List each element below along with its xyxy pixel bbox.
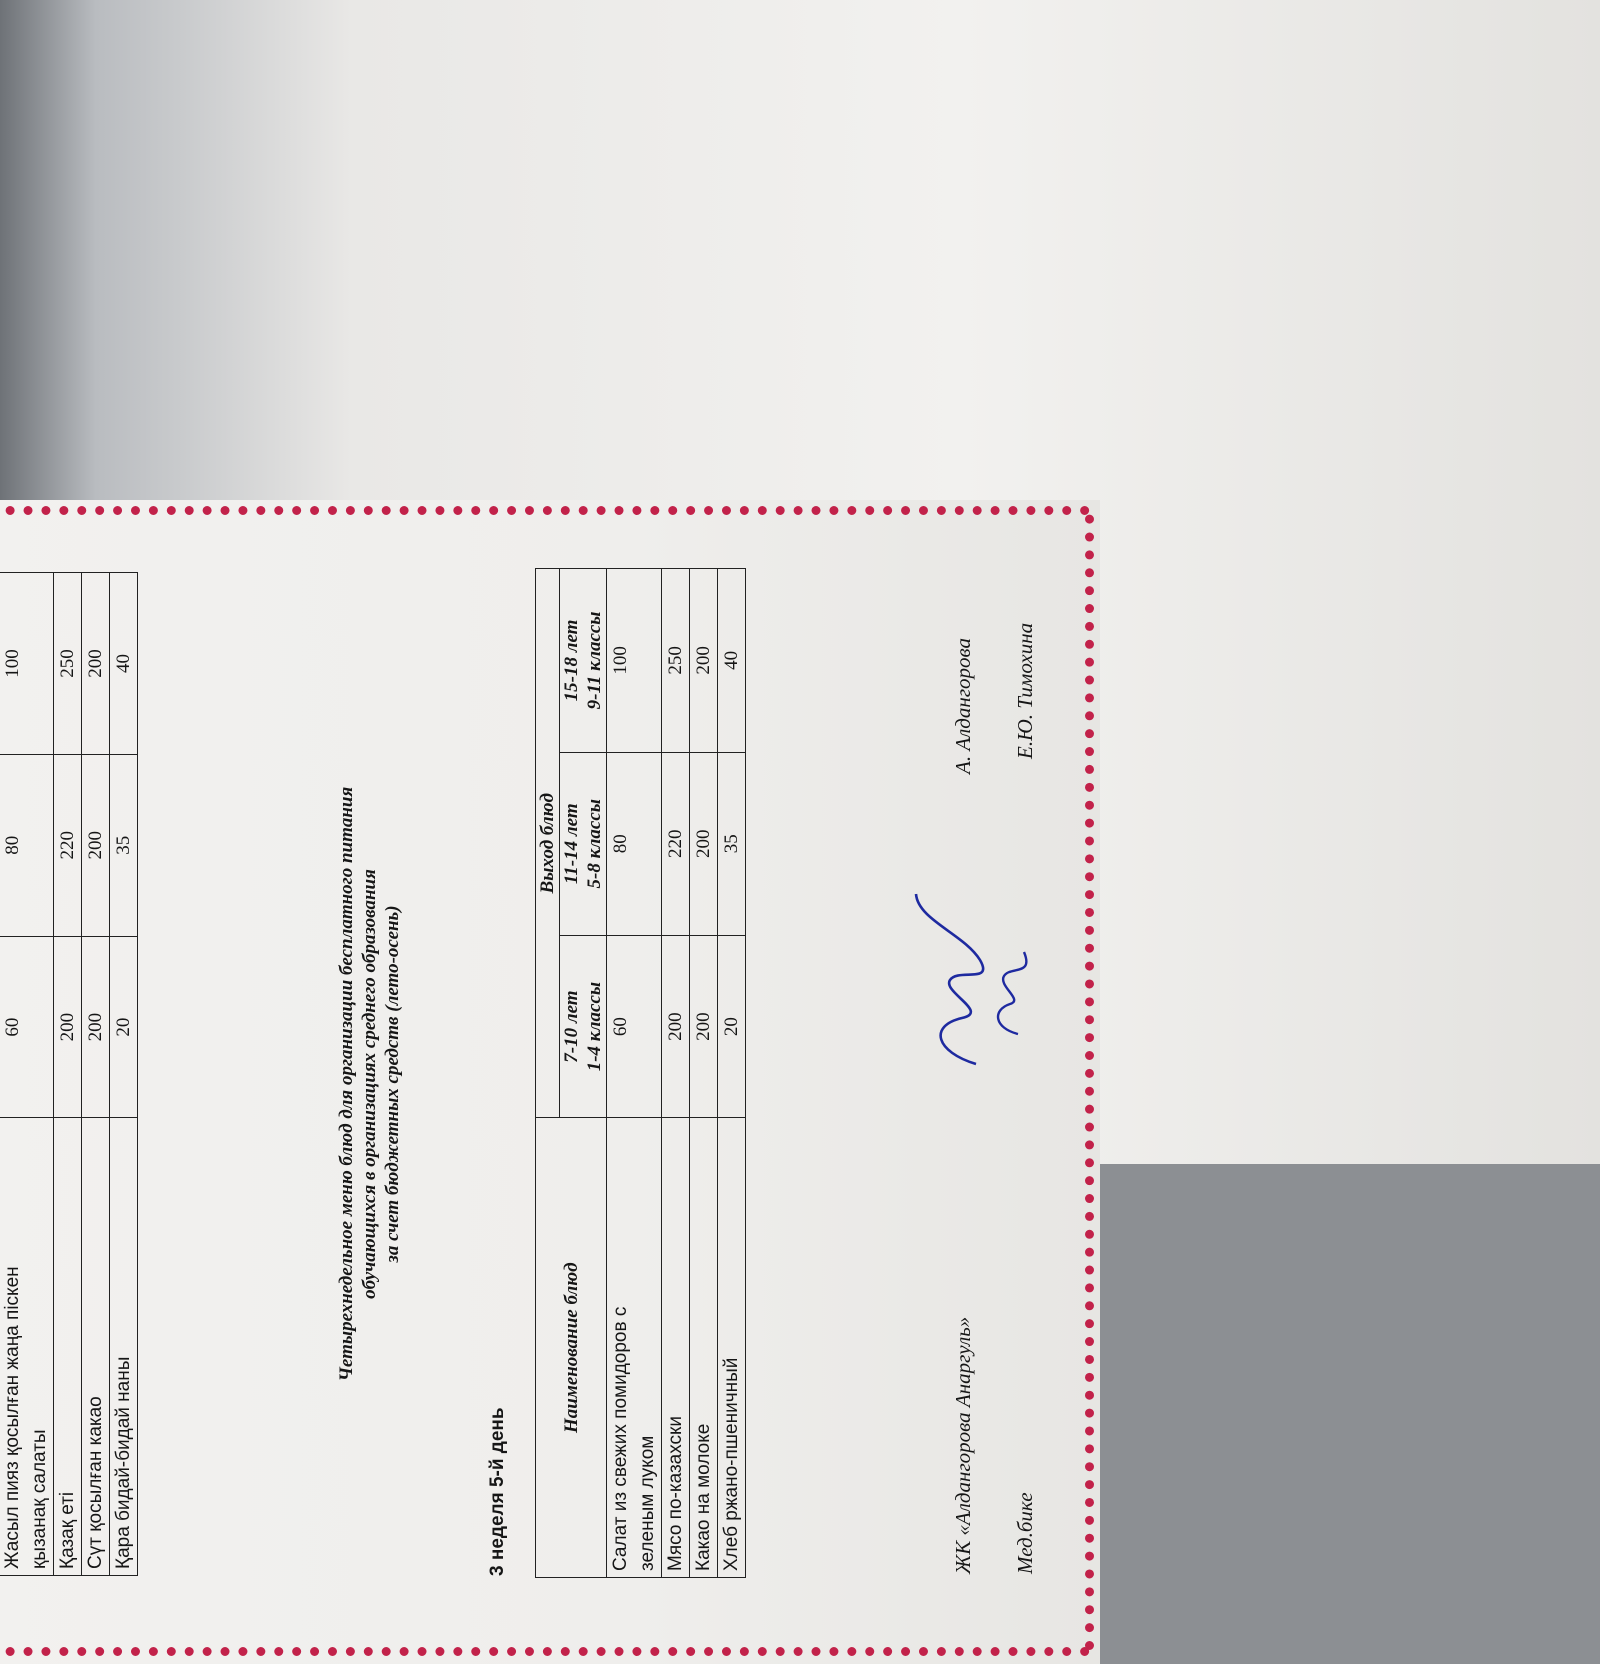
ru-col-age-2: 11-14 лет 5-8 классы xyxy=(560,752,607,935)
handwritten-signatures xyxy=(898,854,1048,1084)
table-row: Қара бидай-бидай наны 20 35 40 xyxy=(110,573,138,1576)
ru-title-line-1: Четырехнедельное меню блюд для организации бесплатного питания xyxy=(336,786,357,1382)
supplier-name: А. Алдангорова xyxy=(951,637,975,774)
table-row: Мясо по-казахски 200 220 250 xyxy=(662,569,690,1578)
ru-title-line-2: обучающихся в организациях среднего образования xyxy=(359,869,380,1299)
kz-menu-table xyxy=(0,572,138,1576)
ru-document-title xyxy=(335,664,404,1504)
table-row: Хлеб ржано-пшеничный 20 35 40 xyxy=(718,569,746,1578)
ru-col-dish-name: Наименование блюд xyxy=(536,1118,607,1578)
dotted-border-left xyxy=(0,1647,1090,1656)
document-sheet xyxy=(0,500,1100,1664)
table-row: Қазақ еті 200 220 250 xyxy=(54,573,82,1576)
ru-title-line-3: за счет бюджетных средств (лето-осень) xyxy=(382,905,403,1263)
table-row: Какао на молоке 200 200 200 xyxy=(690,569,718,1578)
table-row: Сүт қосылған какао 200 200 200 xyxy=(82,573,110,1576)
dotted-border-right xyxy=(0,506,1090,515)
paper xyxy=(0,500,1100,1664)
ru-day-label: 3 неделя 5-й день xyxy=(487,1407,508,1576)
nurse-name: Е.Ю. Тимохина xyxy=(1013,622,1037,759)
ru-col-age-1: 7-10 лет 1-4 классы xyxy=(560,935,607,1118)
ru-col-output: Выход блюд xyxy=(536,569,560,1119)
nurse-label: Мед.бике xyxy=(1013,1492,1037,1574)
ru-menu-table xyxy=(535,568,746,1578)
supplier-label: ЖК «Алдангорова Анаргуль» xyxy=(951,1316,975,1574)
dotted-border-bottom xyxy=(1085,514,1094,1650)
table-row: Жасыл пияз қосылған жаңа піскен қызанақ салаты 60 80 100 xyxy=(0,573,54,1576)
ru-col-age-3: 15-18 лет 9-11 классы xyxy=(560,569,607,753)
table-row: Салат из свежих помидоров с зеленым луком 60 80 100 xyxy=(607,569,662,1578)
